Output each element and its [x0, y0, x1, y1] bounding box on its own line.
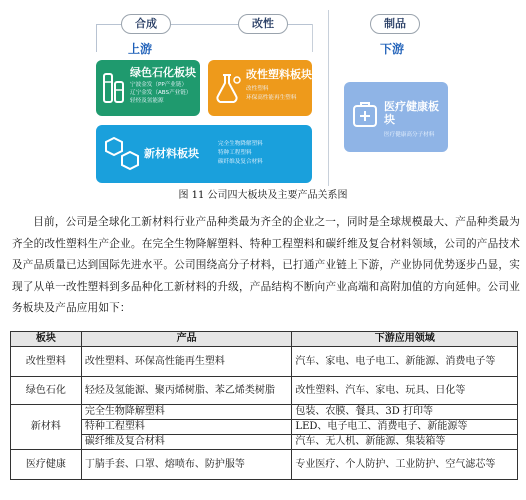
header-product: 产品: [81, 332, 292, 347]
factory-tower-icon: [102, 70, 126, 104]
table-row: [11, 420, 518, 435]
cell-segment: 绿色石化: [11, 377, 82, 405]
cell-segment: 医疗健康: [11, 450, 82, 480]
card-orange-title: 改性塑料板块: [246, 68, 312, 81]
card-green-title: 绿色石化板块: [130, 66, 196, 79]
segment-diagram: [0, 0, 526, 201]
header-application: 下游应用领域: [292, 332, 518, 347]
card-blue-line-3: 碳纤维及复合材料: [218, 159, 263, 165]
card-green-line-2: 辽宁金发（ABS产业链）: [130, 90, 192, 96]
medical-kit-icon: [352, 100, 378, 128]
card-green-line-1: 宁波金发（PP产业链）: [130, 82, 188, 88]
cell-segment: 改性塑料: [11, 347, 82, 377]
bracket-left: [96, 24, 121, 52]
cell-application: 专业医疗、个人防护、工业防护、空气滤芯等: [292, 450, 518, 480]
table-row: [11, 347, 518, 377]
label-hecheng: 合成: [121, 14, 171, 34]
figure-caption: 图 11 公司四大板块及主要产品关系图: [178, 190, 348, 201]
bracket-right-down: [312, 24, 313, 52]
cell-application: 汽车、家电、电子电工、新能源、消费电子等: [292, 347, 518, 377]
table-row: [11, 435, 518, 450]
card-blue-line-2: 特种工程塑料: [218, 150, 252, 156]
card-blue-title: 新材料板块: [144, 147, 199, 160]
table-row: [11, 377, 518, 405]
card-orange-line-1: 改性塑料: [246, 86, 269, 92]
card-green-line-3: 轻烃及氢能源: [130, 98, 164, 104]
cell-product: 碳纤维及复合材料: [81, 435, 292, 450]
cell-product: 改性塑料、环保高性能再生塑料: [81, 347, 292, 377]
stage-downstream: 下游: [380, 42, 405, 56]
cell-product: 轻烃及氢能源、聚丙烯树脂、苯乙烯类树脂: [81, 377, 292, 405]
bracket-right: [288, 24, 312, 25]
table-row: [11, 450, 518, 480]
cell-application: LED、电子电工、消费电子、新能源等: [292, 420, 518, 435]
stage-upstream: 上游: [128, 42, 153, 56]
card-blue-new-materials: [96, 125, 312, 183]
table-header-row: [11, 332, 518, 347]
card-orange-line-2: 环保高性能再生塑料: [246, 95, 297, 101]
divider-line: [328, 10, 329, 186]
card-blue-line-1: 完全生物降解塑料: [218, 141, 263, 147]
cell-segment: 新材料: [11, 405, 82, 450]
cell-application: 改性塑料、汽车、家电、玩具、日化等: [292, 377, 518, 405]
label-gaixing: 改性: [238, 14, 288, 34]
card-health-line-1: 医疗健康高分子材料: [384, 132, 435, 138]
card-green-petrochem: [96, 60, 200, 116]
cell-product: 特种工程塑料: [81, 420, 292, 435]
label-zhipin: 制品: [370, 14, 420, 34]
segment-table: [10, 331, 518, 480]
cell-application: 包装、农膜、餐具、3D 打印等: [292, 405, 518, 420]
card-health: [344, 82, 448, 152]
flask-icon: [214, 72, 242, 104]
molecule-icon: [104, 134, 140, 174]
body-paragraph: 目前，公司是全球化工新材料行业产品种类最为齐全的企业之一，同时是全球规模最大、产品种类最为齐全的改性塑料生产企业。在完全生物降解塑料、特种工程塑料和碳纤维及复合材料领域，公司的产品技术及产品质量已达到国际先进水平。公司围绕高分子材料，已打通产业链上下游，产业协同优势逐步凸显，实现了从单一改性塑料到多品种化工新材料的升级，产品结构不断向产业高端和高附加值的方向延伸。公司业务板块及产品应用如下：: [12, 216, 520, 315]
cell-product: 丁腈手套、口罩、熔喷布、防护服等: [81, 450, 292, 480]
cell-application: 汽车、无人机、新能源、集装箱等: [292, 435, 518, 450]
table-row: [11, 405, 518, 420]
header-segment: 板块: [11, 332, 82, 347]
card-orange-modified-plastics: [208, 60, 312, 116]
cell-product: 完全生物降解塑料: [81, 405, 292, 420]
bracket-mid: [171, 24, 238, 25]
card-health-title: 医疗健康板块: [384, 100, 439, 126]
